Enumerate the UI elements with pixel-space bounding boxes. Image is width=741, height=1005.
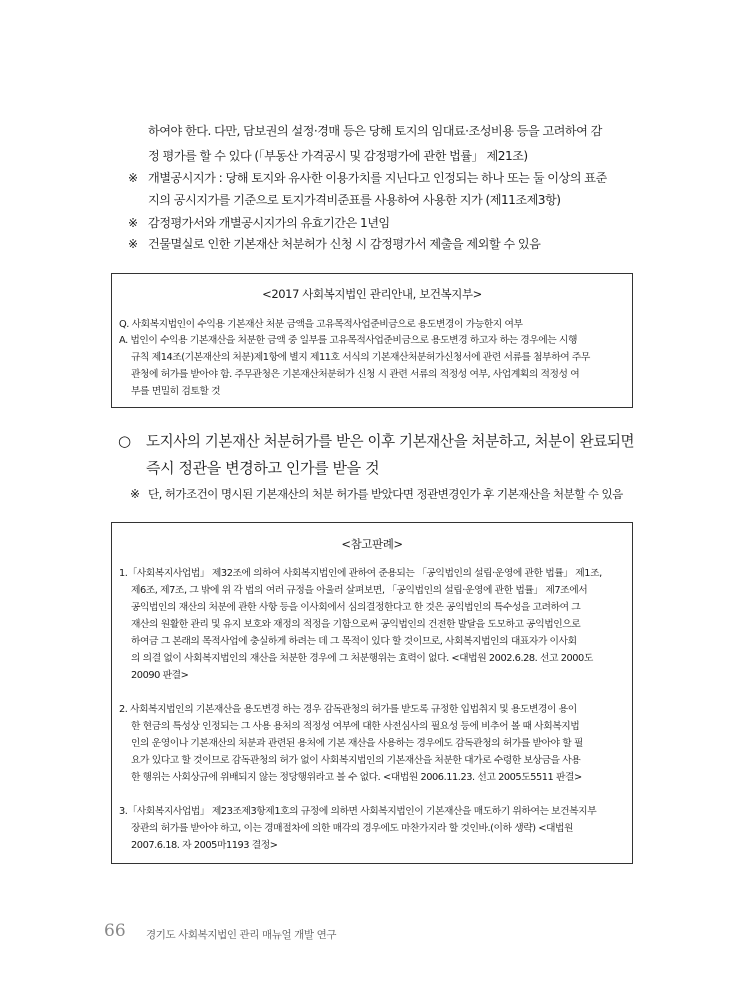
case-2-line-3: 인의 운영이나 기본재산의 처분과 관련된 용처에 기본 재산을 사용하는 경우에도 감독관청의 허가를 받아야 할 필	[131, 738, 583, 749]
case-1-line-2: 제6조, 제7조, 그 밖에 위 각 법의 여러 규정을 아울러 살펴보면, 「공익법인의 설립·운영에 관한 법률」 제7조에서	[131, 585, 588, 596]
note-mark-1: ※	[128, 171, 139, 185]
section-line-2: 즉시 정관을 변경하고 인가를 받을 것	[146, 459, 380, 477]
precedent-box-title: <참고판례>	[341, 537, 403, 551]
case-1-line-3: 공익법인의 재산의 처분에 관한 사항 등을 이사회에서 심의결정한다고 한 것은 공익법인의 특수성을 고려하여 그	[131, 602, 581, 613]
section-bullet: ○	[118, 432, 131, 450]
guide-answer-line-3: 관청에 허가를 받아야 함. 주무관청은 기본재산처분허가 신청 시 관련 서류의 적정성 여부, 사업계획의 적정성 여	[131, 369, 580, 380]
note-1-line-2: 지의 공시지가를 기준으로 토지가격비준표를 사용하여 사용한 지가 (제11조제3항)	[148, 193, 561, 207]
case-3-line-2: 장관의 허가를 받아야 하고, 이는 경매절차에 의한 매각의 경우에도 마찬가지라 할 것인바.(이하 생략) <대법원	[131, 823, 574, 834]
intro-line-1: 하여야 한다. 다만, 담보권의 설정·경매 등은 당해 토지의 임대료·조성비용 등을 고려하여 감	[148, 124, 602, 138]
case-2-line-1: 2. 사회복지법인의 기본재산을 용도변경 하는 경우 감독관청의 허가를 받도록 규정한 입법취지 및 용도변경이 용이	[119, 704, 577, 715]
precedent-box	[111, 522, 633, 864]
section-note: 단, 허가조건이 명시된 기본재산의 처분 허가를 받았다면 정관변경인가 후 기본재산을 처분할 수 있음	[148, 487, 623, 501]
intro-line-2: 정 평가를 할 수 있다 (「부동산 가격공시 및 감정평가에 관한 법률」 제21조)	[148, 149, 528, 163]
section-line-1: 도지사의 기본재산 처분허가를 받은 이후 기본재산을 처분하고, 처분이 완료되면	[146, 432, 635, 450]
case-1-line-7: 20090 판결>	[131, 670, 189, 681]
note-2-line-1: 감정평가서와 개별공시지가의 유효기간은 1년임	[148, 216, 390, 230]
case-1-line-1: 1.「사회복지사업법」 제32조에 의하여 사회복지법인에 관하여 준용되는 「공익법인의 설립·운영에 관한 법률」 제1조,	[119, 568, 602, 579]
page-number: 66	[104, 921, 126, 941]
case-2-line-5: 한 행위는 사회상규에 위배되지 않는 정당행위라고 볼 수 없다. <대법원 2006.11.23. 선고 2005도5511 판결>	[131, 772, 582, 783]
case-1-line-4: 재산의 원활한 관리 및 유지 보호와 재정의 적정을 기함으로써 공익법인의 건전한 발달을 도모하고 공익법인으로	[131, 619, 581, 630]
guide-answer-line-1: A. 법인이 수익용 기본재산을 처분한 금액 중 일부를 고유목적사업준비금으로 용도변경 하고자 하는 경우에는 시행	[119, 335, 578, 346]
case-2-line-2: 한 현금의 특성상 인정되는 그 사용 용처의 적정성 여부에 대한 사전심사의 필요성 등에 비추어 볼 때 사회복지법	[131, 721, 580, 732]
case-1-line-5: 하여금 그 본래의 목적사업에 충실하게 하려는 데 그 목적이 있다 할 것이므로, 사회복지법인의 대표자가 이사회	[131, 636, 577, 647]
guide-question: Q. 사회복지법인이 수익용 기본재산 처분 금액을 고유목적사업준비금으로 용도변경이 가능한지 여부	[119, 319, 523, 330]
section-note-mark: ※	[130, 487, 141, 501]
case-2-line-4: 요가 있다고 할 것이므로 감독관청의 허가 없이 사회복지법인의 기본재산을 처분한 대가로 수령한 보상금을 사용	[131, 755, 581, 766]
guide-answer-line-4: 부를 면밀히 검토할 것	[131, 386, 221, 397]
case-1-line-6: 의 의결 없이 사회복지법인의 재산을 처분한 경우에 그 처분행위는 효력이 없다. <대법원 2002.6.28. 선고 2000도	[131, 653, 593, 664]
guide-answer-line-2: 규칙 제14조(기본재산의 처분)제1항에 별지 제11호 서식의 기본재산처분허가신청서에 관련 서류를 첨부하여 주무	[131, 352, 590, 363]
guide-box-title: <2017 사회복지법인 관리안내, 보건복지부>	[262, 287, 482, 301]
note-mark-3: ※	[128, 237, 139, 251]
guide-box	[111, 273, 633, 408]
note-1-line-1: 개별공시지가 : 당해 토지와 유사한 이용가치를 지닌다고 인정되는 하나 또는 둘 이상의 표준	[148, 171, 607, 185]
case-3-line-3: 2007.6.18. 자 2005마1193 결정>	[131, 840, 278, 851]
note-3-line-1: 건물멸실로 인한 기본재산 처분허가 신청 시 감정평가서 제출을 제외할 수 있음	[148, 237, 541, 251]
footer-title: 경기도 사회복지법인 관리 매뉴얼 개발 연구	[146, 929, 337, 941]
note-mark-2: ※	[128, 216, 139, 230]
case-3-line-1: 3.「사회복지사업법」 제23조제3항제1호의 규정에 의하면 사회복지법인이 기본재산을 매도하기 위하여는 보건복지부	[119, 806, 597, 817]
